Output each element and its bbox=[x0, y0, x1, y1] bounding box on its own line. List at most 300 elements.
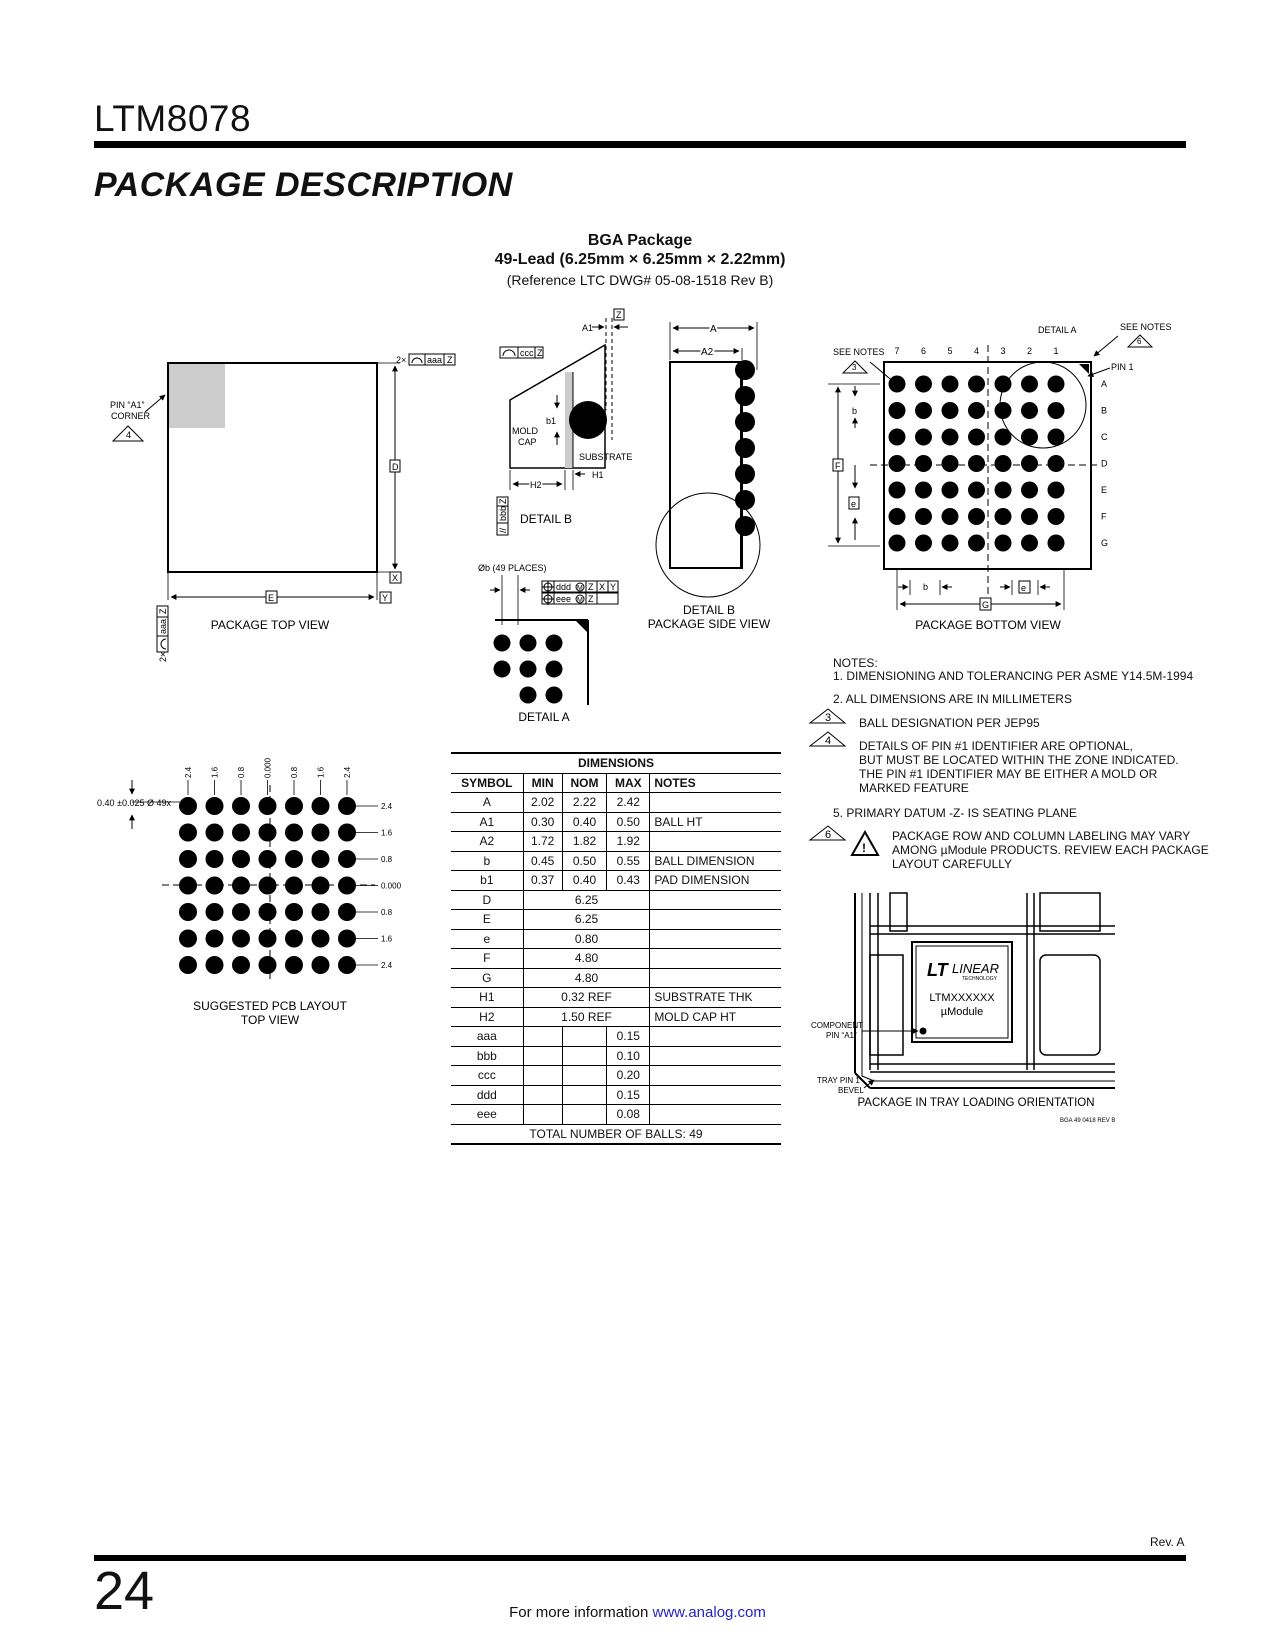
dim-h1: H1 bbox=[592, 470, 604, 480]
footer-rule bbox=[94, 1555, 1186, 1561]
pcb-right-tick: 0.8 bbox=[381, 855, 393, 864]
dim-a1: A1 bbox=[582, 323, 594, 333]
bottom-ball bbox=[942, 402, 959, 419]
bottom-ball bbox=[889, 455, 906, 472]
bottom-ball bbox=[1021, 455, 1038, 472]
svg-text:Z: Z bbox=[588, 594, 594, 604]
table-row bbox=[451, 793, 781, 813]
svg-text:TECHNOLOGY: TECHNOLOGY bbox=[962, 976, 998, 982]
more-info-text: For more information bbox=[509, 1604, 649, 1621]
drawing-ref: BGA 49 0418 REV B bbox=[1060, 1118, 1116, 1124]
cell-nom: 0.80 bbox=[523, 929, 650, 949]
bottom-ball bbox=[915, 535, 932, 552]
row-label: C bbox=[1101, 432, 1108, 442]
note-6-line3: LAYOUT CAREFULLY bbox=[892, 857, 1013, 871]
side-ball bbox=[735, 464, 755, 484]
table-row bbox=[451, 1085, 781, 1105]
bottom-ball bbox=[1021, 535, 1038, 552]
bottom-ball bbox=[1048, 508, 1065, 525]
pcb-pad bbox=[312, 797, 330, 815]
col-label: 3 bbox=[1000, 346, 1006, 356]
pcb-pad bbox=[259, 956, 277, 974]
bottom-ball bbox=[889, 376, 906, 393]
bottom-ball bbox=[1021, 376, 1038, 393]
bottom-ball bbox=[915, 376, 932, 393]
detail-ball bbox=[520, 661, 537, 678]
cell-symbol: e bbox=[451, 929, 523, 949]
pcb-pad bbox=[232, 797, 250, 815]
pcb-pad bbox=[338, 903, 356, 921]
cell-nom: 2.22 bbox=[562, 793, 607, 813]
pcb-pad bbox=[232, 903, 250, 921]
pcb-right-tick: 2.4 bbox=[381, 802, 393, 811]
row-label: F bbox=[1101, 511, 1107, 522]
cell-notes: BALL HT bbox=[650, 812, 781, 832]
pcb-pad bbox=[285, 850, 303, 868]
table-row bbox=[451, 949, 781, 969]
bottom-ball bbox=[1048, 402, 1065, 419]
cell-symbol: G bbox=[451, 968, 523, 988]
package-bottom-view bbox=[828, 322, 1172, 632]
total-balls: TOTAL NUMBER OF BALLS: 49 bbox=[451, 1124, 781, 1144]
svg-text:4: 4 bbox=[825, 735, 832, 747]
datum-x: X bbox=[392, 573, 399, 583]
cell-nom: 1.50 REF bbox=[523, 1007, 650, 1027]
tol-prefix: 2× bbox=[396, 355, 407, 365]
dim-f: F bbox=[835, 461, 841, 471]
pcb-pad bbox=[338, 956, 356, 974]
cell-min: 2.02 bbox=[523, 793, 562, 813]
table-row bbox=[451, 851, 781, 871]
side-ball bbox=[735, 490, 755, 510]
cell-symbol: A1 bbox=[451, 812, 523, 832]
pcb-pad bbox=[179, 850, 197, 868]
row-label: B bbox=[1101, 405, 1108, 416]
note-5: 5. PRIMARY DATUM -Z- IS SEATING PLANE bbox=[833, 806, 1077, 820]
pcb-right-tick: 2.4 bbox=[381, 961, 393, 970]
pcb-pad bbox=[179, 903, 197, 921]
side-ball bbox=[735, 412, 755, 432]
note-ref: 4 bbox=[126, 430, 132, 440]
bottom-ball bbox=[968, 482, 985, 499]
pcb-top-tick: 0.8 bbox=[237, 766, 246, 778]
row-label: A bbox=[1101, 379, 1108, 389]
datum-z-b: Z bbox=[537, 348, 543, 358]
cell-max: 0.10 bbox=[607, 1046, 650, 1066]
section-title: PACKAGE DESCRIPTION bbox=[94, 166, 513, 204]
suggested-pcb-layout bbox=[97, 757, 402, 1027]
cell-min: 0.30 bbox=[523, 812, 562, 832]
bottom-ball bbox=[889, 508, 906, 525]
table-row bbox=[451, 812, 781, 832]
cell-symbol: b bbox=[451, 851, 523, 871]
dim-a2: A2 bbox=[701, 347, 714, 358]
logo-text: LINEAR bbox=[952, 961, 999, 976]
mold-cap-label: MOLD bbox=[512, 426, 539, 436]
svg-text:6: 6 bbox=[1137, 337, 1142, 346]
cell-notes bbox=[650, 793, 781, 813]
table-row bbox=[451, 910, 781, 930]
pcb-pad bbox=[179, 956, 197, 974]
pcb-pad bbox=[259, 850, 277, 868]
pcb-pad bbox=[179, 824, 197, 842]
svg-text://: // bbox=[498, 527, 508, 533]
pcb-pad bbox=[232, 824, 250, 842]
pcb-pad bbox=[312, 903, 330, 921]
bottom-view-caption: PACKAGE BOTTOM VIEW bbox=[915, 618, 1061, 632]
cell-max: 0.43 bbox=[607, 871, 650, 891]
cell-symbol: bbb bbox=[451, 1046, 523, 1066]
dim-e: E bbox=[268, 593, 275, 603]
bottom-ball bbox=[995, 482, 1012, 499]
pcb-pad bbox=[259, 903, 277, 921]
pcb-pad bbox=[338, 797, 356, 815]
pcb-pad bbox=[259, 930, 277, 948]
pcb-caption1: SUGGESTED PCB LAYOUT bbox=[193, 999, 347, 1013]
bottom-ball bbox=[1048, 482, 1065, 499]
tol-datum-z: Z bbox=[447, 355, 453, 365]
svg-text:BEVEL: BEVEL bbox=[838, 1086, 864, 1095]
side-ball bbox=[735, 516, 755, 536]
cell-nom: 4.80 bbox=[523, 949, 650, 969]
pcb-pad bbox=[312, 930, 330, 948]
ccc: ccc bbox=[520, 348, 534, 358]
row-label: D bbox=[1101, 458, 1108, 469]
bottom-ball bbox=[995, 535, 1012, 552]
table-row bbox=[451, 832, 781, 852]
pin-corner-label2: CORNER bbox=[111, 411, 151, 421]
col-min: MIN bbox=[523, 773, 562, 793]
note-2: 2. ALL DIMENSIONS ARE IN MILLIMETERS bbox=[833, 692, 1072, 706]
eee: eee bbox=[556, 594, 572, 604]
detail-a-caption: DETAIL A bbox=[518, 710, 570, 724]
pcb-pad bbox=[285, 903, 303, 921]
pcb-caption2: TOP VIEW bbox=[240, 1013, 300, 1027]
bottom-ball bbox=[995, 508, 1012, 525]
svg-text:3: 3 bbox=[852, 363, 857, 372]
cell-symbol: E bbox=[451, 910, 523, 930]
detail-ball bbox=[494, 661, 511, 678]
side-caption1: DETAIL B bbox=[682, 603, 736, 617]
dimensions-title: DIMENSIONS bbox=[451, 753, 781, 773]
cell-nom: 0.50 bbox=[562, 851, 607, 871]
svg-text:!: ! bbox=[862, 841, 866, 855]
note-6-line2: AMONG µModule PRODUCTS. REVIEW EACH PACKAGE bbox=[892, 843, 1209, 857]
col-label: 1 bbox=[1053, 346, 1059, 356]
svg-text:Z: Z bbox=[616, 310, 622, 320]
cell-notes: BALL DIMENSION bbox=[650, 851, 781, 871]
dim-b1: b1 bbox=[546, 416, 557, 426]
table-row bbox=[451, 871, 781, 891]
tray-orientation bbox=[811, 893, 1115, 1124]
pcb-top-tick: 1.6 bbox=[210, 766, 220, 778]
pcb-pad bbox=[259, 824, 277, 842]
package-top-view bbox=[110, 354, 455, 662]
bottom-ball bbox=[968, 376, 985, 393]
pcb-pad bbox=[285, 930, 303, 948]
analog-link[interactable]: www.analog.com bbox=[652, 1604, 766, 1621]
detail-b bbox=[497, 309, 632, 535]
ddd: ddd bbox=[556, 582, 572, 592]
note-4-line4: MARKED FEATURE bbox=[859, 781, 969, 795]
detail-ball bbox=[494, 635, 511, 652]
package-reference: (Reference LTC DWG# 05-08-1518 Rev B) bbox=[506, 272, 774, 288]
pcb-pad bbox=[285, 956, 303, 974]
col-nom: NOM bbox=[562, 773, 607, 793]
bottom-ball bbox=[942, 508, 959, 525]
detail-a bbox=[478, 563, 618, 724]
pcb-pad bbox=[206, 930, 224, 948]
bottom-ball bbox=[968, 508, 985, 525]
detail-ball bbox=[520, 687, 537, 704]
table-row bbox=[451, 929, 781, 949]
bbb: bbb bbox=[498, 505, 508, 521]
pcb-top-tick: 1.6 bbox=[316, 766, 326, 778]
cell-symbol: H1 bbox=[451, 988, 523, 1008]
cell-min: 1.72 bbox=[523, 832, 562, 852]
side-ball bbox=[735, 360, 755, 380]
bottom-ball bbox=[968, 402, 985, 419]
revision: Rev. A bbox=[1150, 1535, 1185, 1549]
see-notes-3: SEE NOTES bbox=[833, 347, 885, 357]
tray-part: LTMXXXXXX bbox=[929, 992, 995, 1004]
bottom-ball bbox=[942, 376, 959, 393]
bottom-ball bbox=[968, 535, 985, 552]
pcb-right-tick: 0.000 bbox=[381, 881, 402, 891]
pcb-pad bbox=[179, 797, 197, 815]
pcb-pad bbox=[206, 903, 224, 921]
tol-aaa: aaa bbox=[427, 355, 443, 365]
col-label: 4 bbox=[973, 346, 980, 356]
pcb-pad bbox=[338, 824, 356, 842]
pcb-right-tick: 0.8 bbox=[381, 908, 393, 917]
bottom-ball bbox=[915, 482, 932, 499]
bottom-ball bbox=[942, 455, 959, 472]
cell-nom: 0.40 bbox=[562, 871, 607, 891]
cell-min: 0.37 bbox=[523, 871, 562, 891]
tray-module: µModule bbox=[940, 1006, 984, 1018]
pcb-pad bbox=[285, 824, 303, 842]
bottom-ball bbox=[1048, 429, 1065, 446]
svg-text:6: 6 bbox=[825, 829, 832, 841]
bottom-ball bbox=[1021, 402, 1038, 419]
footer-info bbox=[0, 1604, 1275, 1621]
dim-d: D bbox=[392, 462, 399, 472]
bottom-ball bbox=[889, 482, 906, 499]
component-pin-label: COMPONENT bbox=[811, 1021, 863, 1030]
cell-max: 0.15 bbox=[607, 1085, 650, 1105]
cell-symbol: A bbox=[451, 793, 523, 813]
cell-nom: 6.25 bbox=[523, 890, 650, 910]
dim-h2: H2 bbox=[530, 480, 542, 490]
svg-text:PIN “A1”: PIN “A1” bbox=[826, 1031, 857, 1040]
pcb-pad bbox=[232, 930, 250, 948]
note-4-line3: THE PIN #1 IDENTIFIER MAY BE EITHER A MOLD OR bbox=[859, 767, 1158, 781]
dim-e-bottom: e bbox=[1021, 583, 1027, 593]
bottom-ball bbox=[995, 455, 1012, 472]
col-max: MAX bbox=[607, 773, 650, 793]
cell-symbol: H2 bbox=[451, 1007, 523, 1027]
pin1-label: PIN 1 bbox=[1111, 362, 1134, 372]
dimensions-table bbox=[451, 752, 781, 1145]
pin-a1-zone bbox=[169, 364, 225, 428]
pcb-pad bbox=[312, 956, 330, 974]
cell-max: 1.92 bbox=[607, 832, 650, 852]
pcb-top-tick: 2.4 bbox=[184, 766, 193, 778]
svg-text:CAP: CAP bbox=[518, 437, 537, 447]
dim-b-left: b bbox=[852, 406, 858, 416]
top-view-caption: PACKAGE TOP VIEW bbox=[210, 618, 330, 632]
pcb-pad bbox=[312, 824, 330, 842]
pcb-pad bbox=[259, 797, 277, 815]
svg-text:aaa: aaa bbox=[158, 618, 168, 634]
bottom-ball bbox=[889, 535, 906, 552]
bottom-ball bbox=[889, 429, 906, 446]
col-label: 6 bbox=[920, 346, 927, 356]
datum-y: Y bbox=[382, 593, 389, 603]
row-label: E bbox=[1101, 485, 1108, 495]
cell-max: 0.08 bbox=[607, 1105, 650, 1125]
cell-notes: PAD DIMENSION bbox=[650, 871, 781, 891]
bottom-ball bbox=[1048, 455, 1065, 472]
package-side-view bbox=[648, 322, 771, 631]
lt-logo-icon: LT bbox=[927, 960, 948, 980]
bottom-ball bbox=[1021, 508, 1038, 525]
note-4-line2: BUT MUST BE LOCATED WITHIN THE ZONE INDICATED. bbox=[859, 753, 1179, 767]
page-number: 24 bbox=[94, 1561, 155, 1621]
side-ball bbox=[735, 386, 755, 406]
svg-text:3: 3 bbox=[825, 712, 832, 724]
cell-nom: 0.40 bbox=[562, 812, 607, 832]
cell-notes: MOLD CAP HT bbox=[650, 1007, 781, 1027]
bottom-ball bbox=[1021, 482, 1038, 499]
cell-symbol: ddd bbox=[451, 1085, 523, 1105]
svg-text:X: X bbox=[599, 582, 606, 592]
pcb-right-tick: 1.6 bbox=[381, 934, 393, 944]
pcb-pad bbox=[338, 930, 356, 948]
detail-a-ref: DETAIL A bbox=[1038, 325, 1077, 335]
pcb-pad bbox=[285, 797, 303, 815]
notes-title: NOTES: bbox=[833, 656, 878, 670]
table-row bbox=[451, 968, 781, 988]
pin-corner-label: PIN “A1” bbox=[110, 400, 145, 410]
package-subtitle: 49-Lead (6.25mm × 6.25mm × 2.22mm) bbox=[494, 251, 786, 268]
cell-symbol: F bbox=[451, 949, 523, 969]
bottom-ball bbox=[915, 508, 932, 525]
bottom-ball bbox=[942, 482, 959, 499]
detail-ball bbox=[546, 661, 563, 678]
cell-symbol: b1 bbox=[451, 871, 523, 891]
detail-ball bbox=[546, 635, 563, 652]
pcb-pad bbox=[206, 956, 224, 974]
svg-text:2×: 2× bbox=[158, 651, 168, 662]
dim-g: G bbox=[982, 600, 990, 610]
table-row bbox=[451, 1066, 781, 1086]
pcb-pad bbox=[206, 850, 224, 868]
cell-max: 0.50 bbox=[607, 812, 650, 832]
table-row bbox=[451, 988, 781, 1008]
svg-text:Z: Z bbox=[498, 498, 508, 504]
note-3: BALL DESIGNATION PER JEP95 bbox=[859, 716, 1040, 730]
cell-symbol: aaa bbox=[451, 1027, 523, 1047]
tray-pin-label: TRAY PIN 1 bbox=[817, 1076, 860, 1085]
svg-text:M: M bbox=[577, 597, 583, 604]
cell-nom: 0.32 REF bbox=[523, 988, 650, 1008]
ball bbox=[569, 401, 607, 439]
cell-max: 0.15 bbox=[607, 1027, 650, 1047]
pcb-pad bbox=[312, 850, 330, 868]
bottom-ball bbox=[968, 429, 985, 446]
cell-symbol: D bbox=[451, 890, 523, 910]
svg-text:Z: Z bbox=[588, 582, 594, 592]
col-label: 7 bbox=[894, 346, 900, 356]
bottom-ball bbox=[1048, 535, 1065, 552]
part-number: LTM8078 bbox=[94, 98, 252, 139]
cell-notes bbox=[650, 832, 781, 852]
pcb-pad bbox=[232, 956, 250, 974]
note-6-line1: PACKAGE ROW AND COLUMN LABELING MAY VARY bbox=[892, 829, 1191, 843]
cell-nom: 6.25 bbox=[523, 910, 650, 930]
ball-label: Øb (49 PLACES) bbox=[478, 563, 547, 573]
cell-min: 0.45 bbox=[523, 851, 562, 871]
table-row bbox=[451, 1027, 781, 1047]
svg-text:Z: Z bbox=[158, 608, 168, 614]
table-row bbox=[451, 1046, 781, 1066]
bottom-ball bbox=[915, 455, 932, 472]
pcb-right-tick: 1.6 bbox=[381, 828, 393, 838]
bottom-ball bbox=[968, 455, 985, 472]
dim-a: A bbox=[710, 324, 717, 335]
bottom-ball bbox=[1048, 376, 1065, 393]
cell-nom: 1.82 bbox=[562, 832, 607, 852]
note-1: 1. DIMENSIONING AND TOLERANCING PER ASME Y14.5M-1994 bbox=[833, 669, 1194, 683]
dim-e-left: e bbox=[851, 499, 857, 509]
pcb-pad bbox=[338, 850, 356, 868]
pcb-pad bbox=[232, 850, 250, 868]
row-label: G bbox=[1101, 538, 1109, 548]
cell-symbol: eee bbox=[451, 1105, 523, 1125]
detail-ball bbox=[546, 687, 563, 704]
bottom-ball bbox=[942, 429, 959, 446]
package-title: BGA Package bbox=[587, 232, 693, 249]
table-row bbox=[451, 1007, 781, 1027]
cell-max: 2.42 bbox=[607, 793, 650, 813]
pcb-pad bbox=[206, 824, 224, 842]
side-ball bbox=[735, 438, 755, 458]
pcb-top-tick: 0.8 bbox=[290, 766, 299, 778]
pcb-pad bbox=[206, 797, 224, 815]
svg-text:M: M bbox=[577, 585, 583, 592]
dim-b-bottom: b bbox=[923, 582, 929, 592]
bottom-ball bbox=[915, 429, 932, 446]
side-caption2: PACKAGE SIDE VIEW bbox=[647, 617, 771, 631]
bottom-ball bbox=[915, 402, 932, 419]
detail-b-caption: DETAIL B bbox=[520, 512, 573, 526]
tray-caption: PACKAGE IN TRAY LOADING ORIENTATION bbox=[857, 1097, 1095, 1109]
note-4-line1: DETAILS OF PIN #1 IDENTIFIER ARE OPTIONAL, bbox=[859, 739, 1133, 753]
table-row bbox=[451, 1105, 781, 1125]
col-label: 5 bbox=[947, 346, 953, 356]
cell-symbol: A2 bbox=[451, 832, 523, 852]
bottom-ball bbox=[995, 402, 1012, 419]
detail-ball bbox=[520, 635, 537, 652]
pad-label: 0.40 ±0.025 Ø 49x bbox=[97, 798, 171, 808]
col-notes: NOTES bbox=[650, 773, 781, 793]
substrate-label: SUBSTRATE bbox=[579, 452, 633, 462]
cell-max: 0.55 bbox=[607, 851, 650, 871]
col-symbol: SYMBOL bbox=[451, 773, 523, 793]
pcb-pad bbox=[179, 930, 197, 948]
